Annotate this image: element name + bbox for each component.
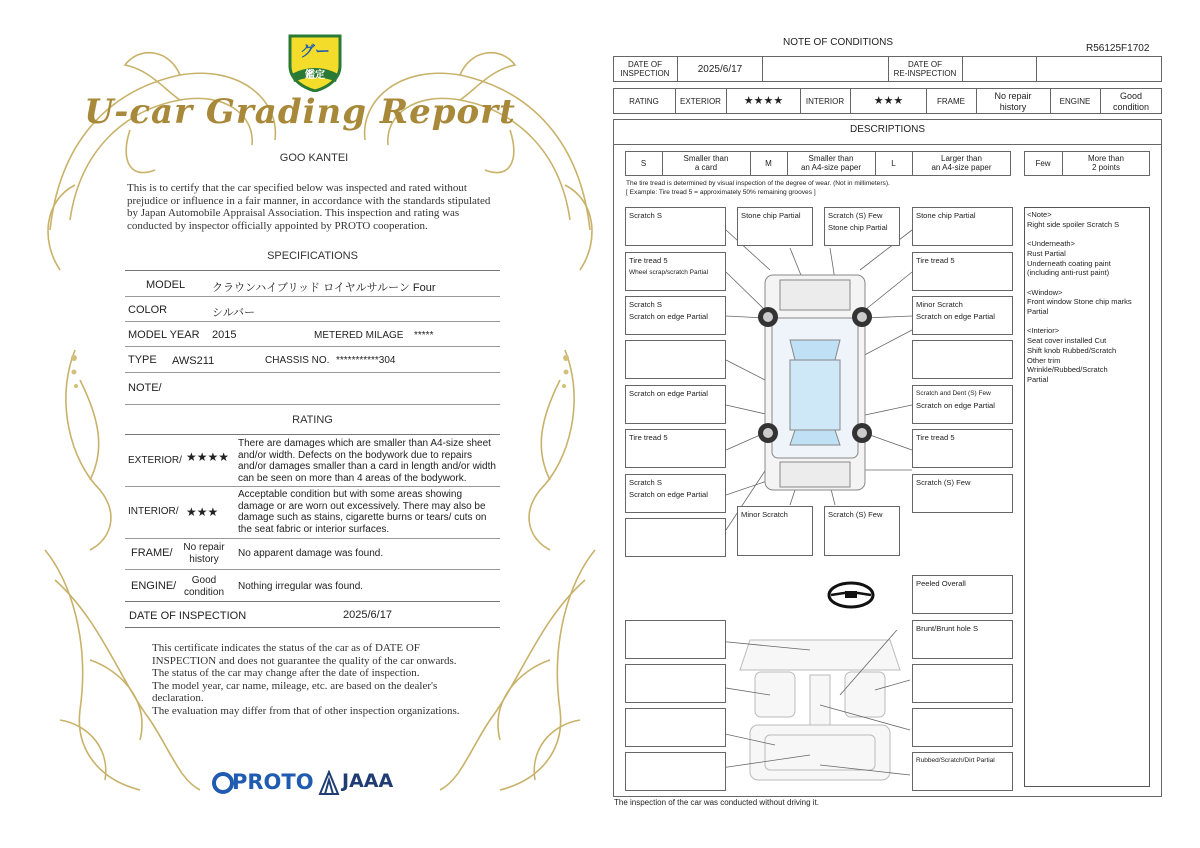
note-label: NOTE/ xyxy=(128,382,162,394)
jaaa-logo-icon xyxy=(318,770,340,796)
box-text: Rubbed/Scratch/Dirt Partial xyxy=(916,757,995,764)
model-value: クラウンハイブリッド ロイヤルサルーン Four xyxy=(212,282,436,294)
interior-left-box-1 xyxy=(625,620,726,659)
right-box-4 xyxy=(912,340,1013,379)
note-line: Front window Stone chip marks xyxy=(1027,297,1132,307)
specifications-heading: SPECIFICATIONS xyxy=(267,250,358,262)
left-box-5 xyxy=(625,385,726,424)
left-box-8 xyxy=(625,518,726,557)
frame-value-line2: history xyxy=(189,554,219,565)
top-box-2 xyxy=(824,207,900,246)
legend-l: L xyxy=(891,159,896,168)
interior-label: INTERIOR/ xyxy=(128,506,179,517)
box-text: Scratch S xyxy=(629,211,662,220)
date-of-reinspection-label: DATE OF RE-INSPECTION xyxy=(893,60,957,78)
metered-milage-label: METERED MILAGE xyxy=(314,330,404,341)
model-label: MODEL xyxy=(146,279,186,291)
bottom-box-1 xyxy=(737,506,813,556)
interior-description: Acceptable condition but with some areas showing damage or are worn out excessively. There may also be damage such as stains, cigarette burns or tears/ cuts on the seat fabric or interior surfaces. xyxy=(238,489,487,535)
exterior-label: EXTERIOR xyxy=(680,97,721,106)
interior-right-box-2 xyxy=(912,620,1013,659)
chassis-label: CHASSIS NO. xyxy=(265,355,330,366)
box-text: Scratch on edge Partial xyxy=(629,389,708,398)
engine-description: Nothing irregular was found. xyxy=(238,581,364,592)
exterior-stars: ★★★★ xyxy=(743,95,784,107)
note-line: Seat cover installed Cut xyxy=(1027,336,1107,346)
frame-value: No repair history xyxy=(994,91,1032,112)
box-text: Scratch (S) Few xyxy=(916,478,971,487)
box-text: Scratch on edge Partial xyxy=(916,312,995,321)
note-line xyxy=(1025,229,1149,239)
date-of-inspection-value: 2025/6/17 xyxy=(697,64,743,75)
date-of-inspection-label: DATE OF INSPECTION xyxy=(129,610,247,622)
legend-s-desc: Smaller than a card xyxy=(683,154,729,172)
top-box-1 xyxy=(737,207,813,246)
metered-milage-value: ***** xyxy=(414,330,434,341)
box-text: Tire tread 5 xyxy=(629,433,668,442)
divider xyxy=(125,296,500,297)
divider xyxy=(125,434,500,435)
frame-description: No apparent damage was found. xyxy=(238,548,384,559)
note-line: (including anti-rust paint) xyxy=(1027,268,1110,278)
footer-line: The evaluation may differ from that of other inspection organizations. xyxy=(152,704,460,717)
exterior-description: There are damages which are smaller than A4-size sheet and/or width. Defects on the bodywork due to repairs and/or damages smaller than a card in length and/or width can be seen on more than 4 areas of the bodywork. xyxy=(238,438,496,484)
frame-value-line1: No repair xyxy=(183,542,225,553)
bottom-box-2 xyxy=(824,506,900,556)
car-interior-diagram xyxy=(720,630,920,790)
right-box-3 xyxy=(912,296,1013,335)
box-text: Scratch (S) Few xyxy=(828,510,883,519)
exterior-label: EXTERIOR/ xyxy=(128,455,182,466)
box-text: Scratch on edge Partial xyxy=(629,490,708,499)
note-line: Partial xyxy=(1027,307,1049,317)
interior-stars: ★★★ xyxy=(873,95,904,107)
box-text: Tire tread 5 xyxy=(629,256,668,265)
certificate-footer xyxy=(152,642,482,718)
divider xyxy=(125,404,500,405)
box-text: Stone chip Partial xyxy=(828,223,888,232)
type-value: AWS211 xyxy=(172,355,215,367)
divider xyxy=(125,569,500,570)
interior-right-box-4 xyxy=(912,708,1013,747)
sheet-title: NOTE OF CONDITIONS xyxy=(783,37,893,48)
sheet-footer: The inspection of the car was conducted without driving it. xyxy=(614,798,819,807)
legend-m: M xyxy=(765,159,772,168)
engine-value-line2: condition xyxy=(183,587,225,598)
certificate-intro: This is to certify that the car specified below was inspected and rated without prejudice or influence in a fair manner, in accordance with the standards stipulated by Japan Automobile Appraisal Association. This inspection and rating was conducted by inspector officially appointed by PROTO cooperation. xyxy=(127,182,491,232)
interior-left-box-4 xyxy=(625,752,726,791)
proto-logo-text: PROTO xyxy=(232,770,314,794)
jaaa-logo-text: JAAA xyxy=(342,770,394,792)
footer-line: This certificate indicates the status of the car as of DATE OF xyxy=(152,642,420,654)
note-line: Right side spoiler Scratch S xyxy=(1027,219,1120,229)
left-box-6 xyxy=(625,429,726,468)
note-line: Other trim xyxy=(1027,355,1061,365)
box-text: Brunt/Brunt hole S xyxy=(916,624,979,633)
interior-stars: ★★★ xyxy=(186,505,219,519)
divider xyxy=(125,270,500,271)
note-line: Underneath coating paint xyxy=(1027,258,1111,268)
box-text: Tire tread 5 xyxy=(916,256,955,265)
divider xyxy=(125,346,500,347)
footer-line: INSPECTION and does not guarantee the quality of the car onwards. xyxy=(152,654,457,667)
footer-line: The model year, car name, mileage, etc. are based on the dealer's xyxy=(152,679,438,692)
left-box-7 xyxy=(625,474,726,513)
right-box-7 xyxy=(912,474,1013,513)
reference-number: R56125F1702 xyxy=(1086,43,1150,54)
divider xyxy=(125,538,500,539)
frame-label: FRAME xyxy=(937,97,965,106)
rating-heading: RATING xyxy=(292,414,333,426)
model-year-value: 2015 xyxy=(212,329,237,341)
box-text: Stone chip Partial xyxy=(741,211,801,220)
interior-right-box-5 xyxy=(912,752,1013,791)
left-box-1 xyxy=(625,207,726,246)
legend-s: S xyxy=(640,159,647,168)
frame-label: FRAME/ xyxy=(131,547,173,559)
note-line xyxy=(1025,278,1149,288)
note-line xyxy=(1025,317,1149,327)
badge-bottom-text: 鑑定 xyxy=(305,70,325,81)
box-text: Scratch and Dent (S) Few xyxy=(916,390,991,397)
date-of-inspection-value: 2025/6/17 xyxy=(343,609,392,621)
box-text: Stone chip Partial xyxy=(916,211,976,220)
interior-right-box-1 xyxy=(912,575,1013,614)
rating-label: RATING xyxy=(629,97,659,106)
steering-wheel-icon xyxy=(826,580,876,610)
interior-left-box-3 xyxy=(625,708,726,747)
legend-more-than: More than 2 points xyxy=(1087,154,1125,172)
right-box-6 xyxy=(912,429,1013,468)
tire-note-line2: [ Example: Tire tread 5 = approximately 50% remaining grooves ] xyxy=(626,189,816,196)
note-line: <Underneath> xyxy=(1027,239,1075,249)
box-text: Scratch S xyxy=(629,300,662,309)
legend-m-desc: Smaller than an A4-size paper xyxy=(800,154,862,172)
certificate-title: U-car Grading Report xyxy=(84,92,516,132)
box-text: Scratch S xyxy=(629,478,662,487)
engine-value: Good condition xyxy=(1112,91,1150,112)
note-line: Shift knob Rubbed/Scratch xyxy=(1027,345,1117,355)
box-text: Scratch on edge Partial xyxy=(916,401,995,410)
exterior-stars: ★★★★ xyxy=(186,450,230,464)
box-text: Scratch (S) Few xyxy=(828,211,883,220)
box-text: Tire tread 5 xyxy=(916,433,955,442)
divider xyxy=(125,321,500,322)
box-text: Peeled Overall xyxy=(916,579,966,588)
right-box-2 xyxy=(912,252,1013,291)
box-text: Wheel scrap/scratch Partial xyxy=(629,269,709,276)
note-line: Rust Partial xyxy=(1027,248,1066,258)
certificate-subtitle: GOO KANTEI xyxy=(279,152,349,164)
color-label: COLOR xyxy=(128,304,168,316)
type-label: TYPE xyxy=(128,354,157,366)
note-line: <Window> xyxy=(1027,287,1063,297)
interior-left-box-2 xyxy=(625,664,726,703)
divider xyxy=(125,372,500,373)
left-box-2 xyxy=(625,252,726,291)
badge-top-text: グー xyxy=(299,43,330,60)
footer-line: The status of the car may change after the date of inspection. xyxy=(152,667,420,680)
divider xyxy=(125,486,500,487)
engine-label: ENGINE/ xyxy=(131,580,177,592)
interior-label: INTERIOR xyxy=(805,97,845,106)
footer-line: declaration. xyxy=(152,692,204,705)
tire-note-line1: The tire tread is determined by visual inspection of the degree of wear. (Not in millimeters). xyxy=(626,180,890,187)
chassis-value: ***********304 xyxy=(336,355,396,366)
engine-label: ENGINE xyxy=(1059,97,1091,106)
box-text: Minor Scratch xyxy=(741,510,788,519)
box-text: Scratch on edge Partial xyxy=(629,312,708,321)
engine-value-line1: Good xyxy=(191,575,217,586)
box-text: Minor Scratch xyxy=(916,300,963,309)
divider xyxy=(125,627,500,628)
left-box-4 xyxy=(625,340,726,379)
color-value: シルバー xyxy=(212,307,255,319)
legend-few: Few xyxy=(1035,159,1051,168)
right-box-1 xyxy=(912,207,1013,246)
note-line: Partial xyxy=(1027,374,1049,384)
proto-logo-icon xyxy=(212,772,234,794)
interior-right-box-3 xyxy=(912,664,1013,703)
left-box-3 xyxy=(625,296,726,335)
descriptions-heading: DESCRIPTIONS xyxy=(849,124,925,135)
divider xyxy=(125,601,500,602)
date-of-inspection-label: DATE OF INSPECTION xyxy=(620,60,670,78)
right-box-5 xyxy=(912,385,1013,424)
notes-panel xyxy=(1024,207,1150,787)
note-line: <Interior> xyxy=(1027,326,1060,336)
model-year-label: MODEL YEAR xyxy=(128,329,200,341)
legend-l-desc: Larger than an A4-size paper xyxy=(931,154,992,172)
note-line: <Note> xyxy=(1027,210,1052,219)
note-line: Wrinkle/Rubbed/Scratch xyxy=(1027,365,1108,375)
